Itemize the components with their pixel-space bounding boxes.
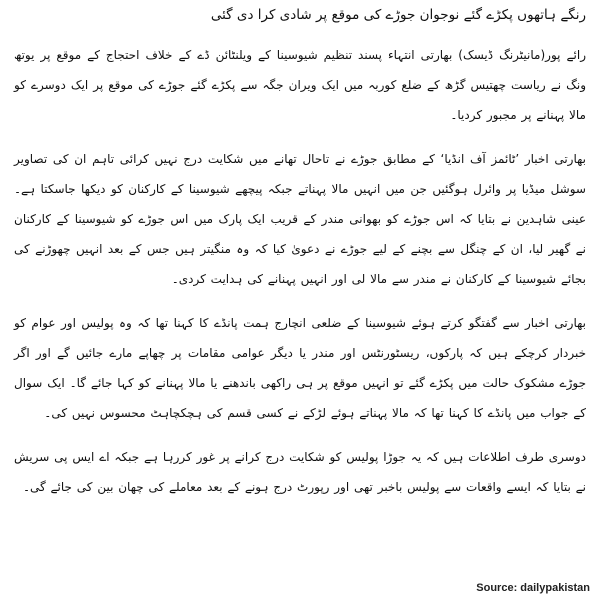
article-paragraph: دوسری طرف اطلاعات ہیں کہ یہ جوڑا پولیس کو شکایت درج کرانے پر غور کررہا ہے جبکہ اے ایس پی سریش نے بتایا کہ ایسے واقعات سے پولیس باخبر تھی اور رپورٹ درج ہونے کے بعد معاملے کی چھان بین کی جائے گی۔ xyxy=(14,450,586,494)
article-paragraph: رائے پور(مانیٹرنگ ڈیسک) بھارتی انتہاء پسند تنظیم شیوسینا کے ویلنٹائن ڈے کے خلاف احتجاج کے موقع پر یوتھ ونگ نے ریاست چھتیس گڑھ کے ضلع کوربہ میں ایک ویران جگہ سے پکڑے گئے جوڑے کی موقع پر ایک دوسرے کو مالا پہنانے پر مجبور کردیا۔ xyxy=(14,48,586,122)
article xyxy=(14,0,586,516)
article-paragraph: بھارتی اخبار سے گفتگو کرتے ہوئے شیوسینا کے ضلعی انچارج ہمت پانڈے کا کہنا تھا کہ وہ پولیس اور عوام کو خبردار کرچکے ہیں کہ پارکوں، ریسٹورنٹس اور مندر یا دیگر عوامی مقامات پر چھاپے مارے جائیں گے اور اگر جوڑے مشکوک حالت میں پکڑے گئے تو انہیں موقع پر ہی راکھی باندھنے یا مالا پہنانے کو کہا جائے گا۔ ایک سوال کے جواب میں پانڈے کا کہنا تھا کہ مالا پہناتے ہوئے لڑکے نے کسی قسم کی ہچکچاہٹ محسوس نہیں کی۔ xyxy=(14,316,586,420)
article-paragraph: بھارتی اخبار ’ٹائمز آف انڈیا‘ کے مطابق جوڑے نے تاحال تھانے میں شکایت درج نہیں کرائی تاہم ان کی تصاویر سوشل میڈیا پر وائرل ہوگئیں جن میں انہیں مالا پہناتے جبکہ پیچھے شیوسینا کے کارکنان کو دیکھا جاسکتا ہے۔ عینی شاہدین نے بتایا کہ اس جوڑے کو بھوانی مندر کے قریب ایک پارک میں اس جوڑے کو شیوسینا کے کارکنان نے گھیر لیا، ان کے چنگل سے بچنے کے لیے جوڑے نے دعویٰ کیا کہ وہ منگیتر ہیں جس کے بعد انہیں چھوڑنے کی بجائے شیوسینا کے کارکنان نے مندر سے مالا لی اور انہیں پہنانے کی ہدایت کردی۔ xyxy=(14,152,586,286)
source-credit: Source: dailypakistan xyxy=(476,582,590,594)
article-headline: رنگے ہاتھوں پکڑے گئے نوجوان جوڑے کی موقع پر شادی کرا دی گئی xyxy=(210,7,586,23)
